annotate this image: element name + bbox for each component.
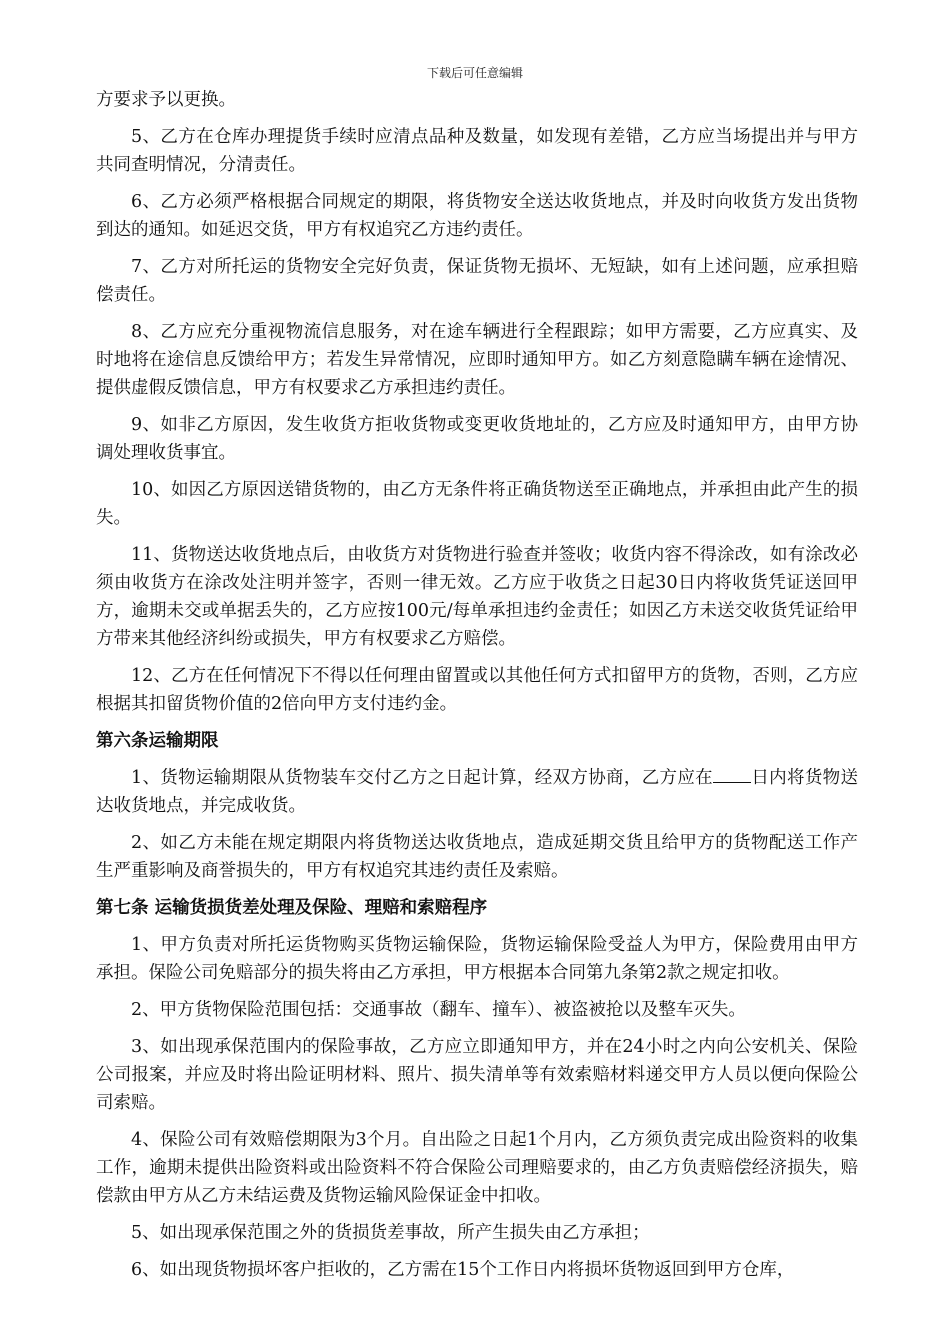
- section-7-paragraph-1: 1、甲方负责对所托运货物购买货物运输保险，货物运输保险受益人为甲方，保险费用由甲方承担。保险公司免赔部分的损失将由乙方承担，甲方根据本合同第九条第2款之规定扣收。: [96, 935, 858, 983]
- section-7-paragraph-2: 2、甲方货物保险范围包括：交通事故（翻车、撞车）、被盗被抢以及整车灭失。: [131, 1000, 746, 1020]
- clause-7-paragraph: 7、乙方对所托运的货物安全完好负责，保证货物无损坏、无短缺，如有上述问题，应承担赔偿责任。: [96, 257, 858, 305]
- document-body: [96, 86, 858, 1293]
- section-6-heading: 第六条运输期限: [96, 731, 219, 751]
- paragraph-continuation: 方要求予以更换。: [96, 90, 236, 110]
- fill-in-blank-days: [713, 764, 751, 783]
- clause-9-paragraph: 9、如非乙方原因，发生收货方拒收货物或变更收货地址的，乙方应及时通知甲方，由甲方协调处理收货事宜。: [96, 415, 858, 463]
- clause-11-paragraph: 11、货物送达收货地点后，由收货方对货物进行验查并签收；收货内容不得涂改，如有涂改必须由收货方在涂改处注明并签字，否则一律无效。乙方应于收货之日起30日内将收货凭证送回甲方，逾期未交或单据丢失的，乙方应按100元/每单承担违约金责任；如因乙方未送交收货凭证给甲方带来其他经济纠纷或损失，甲方有权要求乙方赔偿。: [96, 545, 858, 649]
- clause-12-paragraph: 12、乙方在任何情况下不得以任何理由留置或以其他任何方式扣留甲方的货物，否则，乙方应根据其扣留货物价值的2倍向甲方支付违约金。: [96, 666, 858, 714]
- clause-6-paragraph: 6、乙方必须严格根据合同规定的期限，将货物安全送达收货地点，并及时向收货方发出货物到达的通知。如延迟交货，甲方有权追究乙方违约责任。: [96, 192, 858, 240]
- header-note: 下载后可任意编辑: [426, 66, 523, 80]
- section-6-paragraph-2: 2、如乙方未能在规定期限内将货物送达收货地点，造成延期交货且给甲方的货物配送工作产生严重影响及商誉损失的，甲方有权追究其违约责任及索赔。: [96, 833, 858, 881]
- clause-10-paragraph: 10、如因乙方原因送错货物的，由乙方无条件将正确货物送至正确地点，并承担由此产生的损失。: [96, 480, 858, 528]
- clause-5-paragraph: 5、乙方在仓库办理提货手续时应清点品种及数量，如发现有差错，乙方应当场提出并与甲方共同查明情况，分清责任。: [96, 127, 858, 175]
- section-7-paragraph-4: 4、保险公司有效赔偿期限为3个月。自出险之日起1个月内，乙方须负责完成出险资料的收集工作，逾期未提供出险资料或出险资料不符合保险公司理赔要求的，由乙方负责赔偿经济损失，赔偿款由甲方从乙方未结运费及货物运输风险保证金中扣收。: [96, 1130, 858, 1206]
- section-7-paragraph-5: 5、如出现承保范围之外的货损货差事故，所产生损失由乙方承担；: [131, 1223, 650, 1243]
- section-7-paragraph-6: 6、如出现货物损坏客户拒收的，乙方需在15个工作日内将损坏货物返回到甲方仓库，: [131, 1260, 795, 1280]
- section-7-heading: 第七条 运输货损货差处理及保险、理赔和索赔程序: [96, 898, 488, 918]
- clause-8-paragraph: 8、乙方应充分重视物流信息服务，对在途车辆进行全程跟踪；如甲方需要，乙方应真实、及时地将在途信息反馈给甲方；若发生异常情况，应即时通知甲方。如乙方刻意隐瞒车辆在途情况、提供虚假反馈信息，甲方有权要求乙方承担违约责任。: [96, 322, 858, 398]
- section-7-paragraph-3: 3、如出现承保范围内的保险事故，乙方应立即通知甲方，并在24小时之内向公安机关、保险公司报案，并应及时将出险证明材料、照片、损失清单等有效索赔材料递交甲方人员以便向保险公司索赔。: [96, 1037, 858, 1113]
- section-6-p1-before: 1、货物运输期限从货物装车交付乙方之日起计算，经双方协商，乙方应在: [131, 768, 714, 788]
- section-6-p1-after: 日内将货物送达收货地点，并完成收货。: [96, 768, 858, 816]
- section-6-paragraph-1: [96, 764, 858, 820]
